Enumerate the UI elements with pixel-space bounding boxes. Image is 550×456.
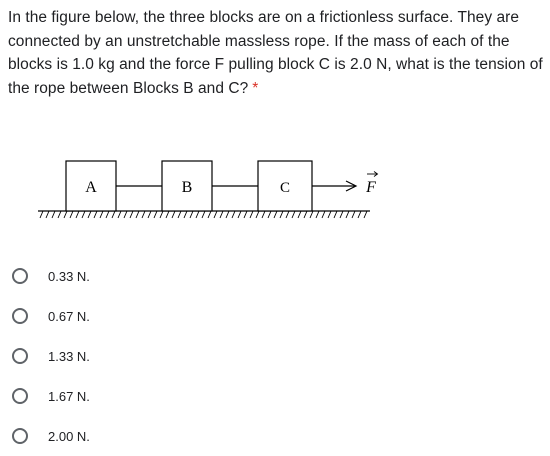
- force-label-text: F: [366, 179, 376, 196]
- ground-hatch: [154, 211, 157, 218]
- ground-hatch: [322, 211, 325, 218]
- force-arrow-icon: [312, 181, 356, 191]
- ground-hatch: [172, 211, 175, 218]
- ground-hatch: [352, 211, 355, 218]
- ground-hatch: [298, 211, 301, 218]
- ground-hatch: [268, 211, 271, 218]
- ground-hatch: [256, 211, 259, 218]
- ground-hatch: [76, 211, 79, 218]
- ground-hatch: [184, 211, 187, 218]
- ground-hatch: [340, 211, 343, 218]
- ground-hatch: [160, 211, 163, 218]
- ground-hatch: [46, 211, 49, 218]
- question-text: [8, 6, 548, 100]
- force-label: [365, 172, 377, 197]
- option-label: 0.33 N.: [48, 268, 90, 284]
- ground-hatch: [190, 211, 193, 218]
- option-0-67[interactable]: [12, 296, 90, 336]
- ground-hatch: [238, 211, 241, 218]
- ground-surface: [38, 211, 370, 218]
- ground-hatch: [40, 211, 43, 218]
- blocks-diagram: [0, 150, 550, 240]
- ground-hatch: [142, 211, 145, 218]
- ground-hatch: [310, 211, 313, 218]
- radio-button[interactable]: [12, 268, 28, 284]
- ground-hatch: [58, 211, 61, 218]
- radio-button[interactable]: [12, 388, 28, 404]
- block-b: [162, 161, 212, 211]
- ground-hatch: [202, 211, 205, 218]
- ground-hatch: [220, 211, 223, 218]
- ground-hatch: [304, 211, 307, 218]
- question-body: In the figure below, the three blocks are on a frictionless surface. They are connected by an unstretchable massless rope. If the mass of each of the blocks is 1.0 kg and the force F pulling block C is 2.0 N, what is the tension of the rope between Blocks B and C?: [8, 9, 543, 97]
- ground-hatch: [130, 211, 133, 218]
- ground-hatch: [100, 211, 103, 218]
- option-label: 2.00 N.: [48, 428, 90, 444]
- option-label: 1.33 N.: [48, 348, 90, 364]
- ground-hatch: [334, 211, 337, 218]
- ground-hatch: [52, 211, 55, 218]
- answer-options: [12, 256, 90, 456]
- required-asterisk: *: [252, 79, 259, 97]
- ground-hatch: [316, 211, 319, 218]
- ground-hatch: [214, 211, 217, 218]
- ground-hatch: [328, 211, 331, 218]
- ground-hatch: [208, 211, 211, 218]
- radio-button[interactable]: [12, 428, 28, 444]
- ground-hatch: [286, 211, 289, 218]
- ground-hatch: [226, 211, 229, 218]
- ground-hatch: [232, 211, 235, 218]
- ground-hatch: [262, 211, 265, 218]
- ground-hatch: [166, 211, 169, 218]
- option-label: 1.67 N.: [48, 388, 90, 404]
- option-1-67[interactable]: [12, 376, 90, 416]
- ground-hatch: [358, 211, 361, 218]
- ground-hatch: [364, 211, 367, 218]
- radio-button[interactable]: [12, 348, 28, 364]
- block-a: [66, 161, 116, 211]
- block-c: [258, 161, 312, 211]
- ground-hatch: [136, 211, 139, 218]
- ground-hatch: [244, 211, 247, 218]
- option-2-00[interactable]: [12, 416, 90, 456]
- option-label: 0.67 N.: [48, 308, 90, 324]
- ground-hatch: [274, 211, 277, 218]
- ground-hatch: [82, 211, 85, 218]
- ground-hatch: [70, 211, 73, 218]
- ground-hatch: [94, 211, 97, 218]
- ground-hatch: [88, 211, 91, 218]
- ground-hatch: [196, 211, 199, 218]
- ground-hatch: [148, 211, 151, 218]
- block-b-label: B: [181, 179, 193, 196]
- ground-hatch: [292, 211, 295, 218]
- ground-hatch: [124, 211, 127, 218]
- radio-button[interactable]: [12, 308, 28, 324]
- option-1-33[interactable]: [12, 336, 90, 376]
- block-a-label: A: [85, 179, 97, 196]
- option-0-33[interactable]: [12, 256, 90, 296]
- block-c-label: C: [279, 180, 291, 196]
- ground-hatch: [250, 211, 253, 218]
- ground-hatch: [64, 211, 67, 218]
- ground-hatch: [118, 211, 121, 218]
- ground-hatch: [178, 211, 181, 218]
- ground-hatch: [280, 211, 283, 218]
- ground-hatch: [346, 211, 349, 218]
- ground-hatch: [112, 211, 115, 218]
- ground-hatch: [106, 211, 109, 218]
